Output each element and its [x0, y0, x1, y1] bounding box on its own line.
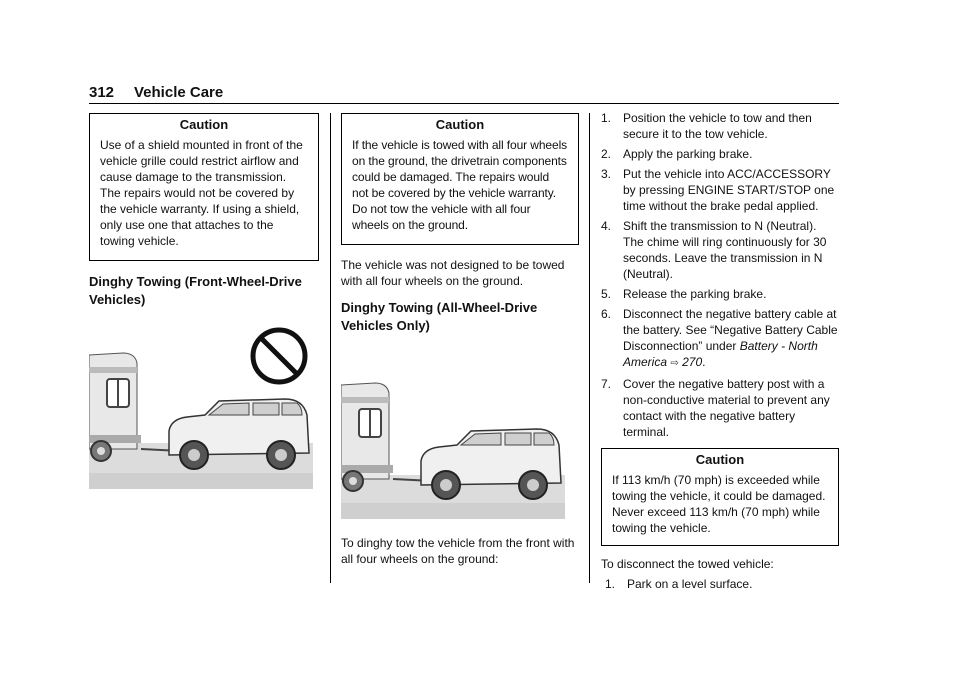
dinghy-towing-awd-illustration — [341, 349, 565, 521]
column-1 — [89, 113, 319, 493]
page-reference-icon: ⇨ — [670, 358, 679, 369]
section-heading: Dinghy Towing (Front-Wheel-Drive Vehicles) — [89, 274, 302, 307]
reference-page-number: 270 — [682, 355, 703, 369]
column-3 — [601, 110, 839, 596]
dinghy-towing-fwd-illustration — [89, 323, 313, 493]
header-rule — [89, 103, 839, 104]
list-item: 5. Release the parking brake. — [601, 287, 767, 301]
section-title: Vehicle Care — [134, 84, 224, 101]
body-paragraph: To dinghy tow the vehicle from the front with all four wheels on the ground: — [341, 536, 575, 566]
column-2 — [341, 113, 579, 567]
caution-text: Use of a shield mounted in front of the vehicle grille could restrict airflow and cause damage to the transmission. The repairs would not be covered by the vehicle warranty. If using a shield, only use one that attaches to the towing vehicle. — [100, 138, 303, 248]
page-number: 312 — [89, 84, 115, 101]
list-item: 6. Disconnect the negative battery cable at the battery. See “Negative Battery Cable Disconnection” under Battery - North America ⇨ 270. — [601, 307, 838, 369]
section-heading: Dinghy Towing (All-Wheel-Drive Vehicles Only) — [341, 300, 538, 333]
caution-title: Caution — [179, 117, 229, 132]
body-paragraph: The vehicle was not designed to be towed with all four wheels on the ground. — [341, 258, 565, 288]
list-item: 4. Shift the transmission to N (Neutral). The chime will ring continuously for 30 seconds. Leave the transmission in N (Neutral). — [601, 219, 827, 281]
caution-box — [601, 448, 839, 546]
caution-box — [89, 113, 319, 261]
body-paragraph: To disconnect the towed vehicle: — [601, 557, 774, 571]
caution-box — [341, 113, 579, 245]
caution-text: If the vehicle is towed with all four wheels on the ground, the drivetrain components could be damaged. The repairs would not be covered by the vehicle warranty. Do not tow the vehicle with all four wheels on the ground. — [352, 138, 568, 232]
column-divider — [330, 113, 331, 583]
rv-tow-vehicle-icon — [341, 383, 393, 491]
cross-reference-link[interactable]: Battery - North America — [623, 339, 818, 369]
list-item: 1. Position the vehicle to tow and then secure it to the tow vehicle. — [601, 111, 812, 141]
towing-steps-list — [601, 110, 839, 440]
caution-title: Caution — [695, 452, 745, 467]
list-item: 2. Apply the parking brake. — [601, 147, 753, 161]
list-item: 1. Park on a level surface. — [605, 577, 753, 591]
caution-text: If 113 km/h (70 mph) is exceeded while towing the vehicle, it could be damaged. Never exceed 113 km/h (70 mph) while towing the vehicle. — [612, 473, 826, 535]
caution-title: Caution — [435, 117, 485, 132]
column-divider — [589, 113, 590, 583]
list-item: 3. Put the vehicle into ACC/ACCESSORY by pressing ENGINE START/STOP one time without the brake pedal applied. — [601, 167, 835, 213]
rv-tow-vehicle-icon — [89, 353, 141, 461]
list-item: 7. Cover the negative battery post with a non-conductive material to prevent any contact with the negative battery terminal. — [601, 377, 830, 439]
disconnect-steps-list — [601, 576, 839, 592]
